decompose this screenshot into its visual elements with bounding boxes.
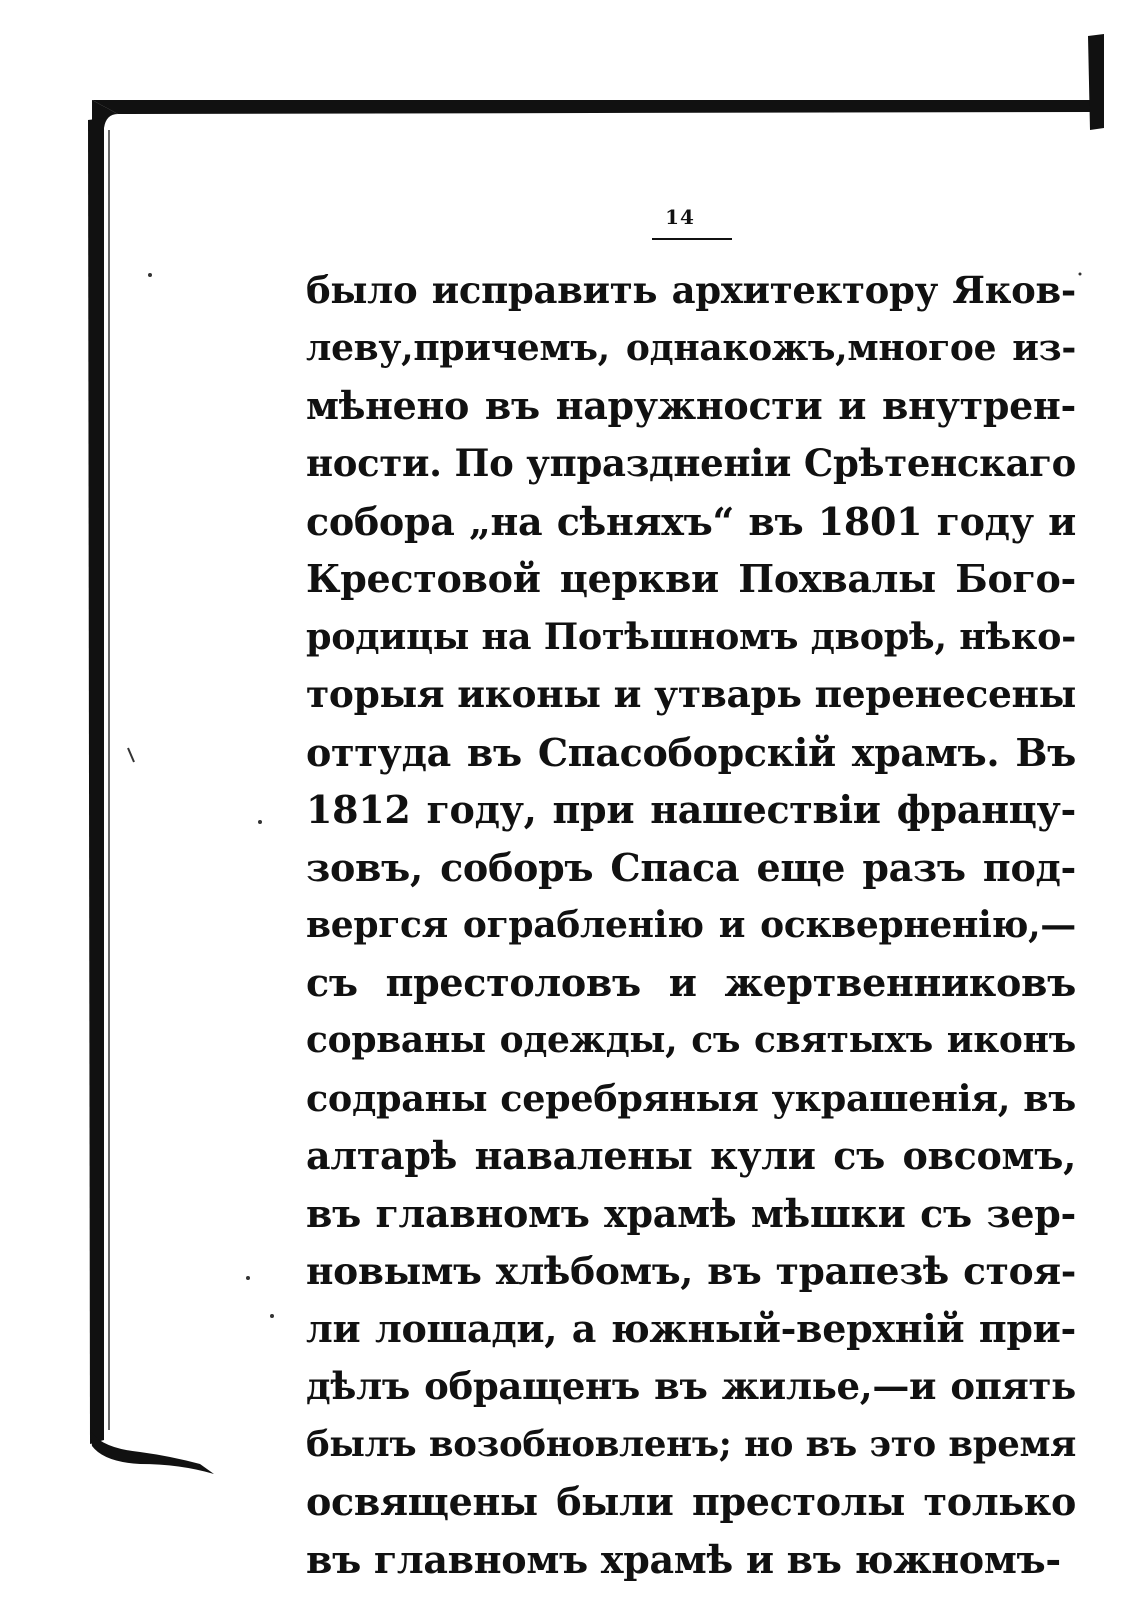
text-line: зовъ, соборъ Спаса еще разъ под- (306, 844, 1076, 890)
text-line: въ главномъ храмѣ и въ южномъ- (306, 1537, 1061, 1583)
text-line: мѣнено въ наружности и внутрен- (306, 383, 1076, 429)
text-line: новымъ хлѣбомъ, въ трапезѣ стоя- (306, 1248, 1076, 1293)
scan-speck (246, 1276, 250, 1280)
text-line: сорваны одежды, съ святыхъ иконъ (306, 1018, 1076, 1061)
text-line: собора „на сѣняхъ“ въ 1801 году и (306, 498, 1076, 544)
text-line: родицы на Потѣшномъ дворѣ, нѣко- (306, 615, 1076, 659)
text-line: былъ возобновленъ; но въ это время (306, 1423, 1076, 1465)
scan-mark (128, 748, 134, 762)
text-line: ли лошади, а южный-верхній при- (306, 1306, 1076, 1352)
scan-speck (270, 1314, 274, 1318)
scan-speck (258, 820, 262, 824)
text-line: въ главномъ храмѣ мѣшки съ зер- (306, 1191, 1076, 1236)
page-number-underline (652, 238, 732, 240)
text-line: было исправить архитектору Яков- (306, 268, 1076, 312)
page-number: 14 (665, 205, 695, 229)
scan-speck (1079, 273, 1082, 276)
text-line: леву,причемъ, однакожъ,многое из- (306, 326, 1076, 369)
text-line: торыя иконы и утварь перенесены (306, 671, 1076, 716)
frame-bottom-left-swoosh (90, 1430, 214, 1474)
text-line: алтарѣ навалены кули съ овсомъ, (306, 1133, 1076, 1179)
frame-right-edge (1088, 34, 1104, 130)
text-line: съ престоловъ и жертвенниковъ (306, 960, 1076, 1006)
body-text (306, 262, 1076, 1589)
text-line: оттуда въ Спасоборскій храмъ. Въ (306, 729, 1076, 775)
frame-top-edge (92, 100, 1090, 114)
text-line: дѣлъ обращенъ въ жилье,—и опять (306, 1364, 1076, 1409)
text-line: освящены были престолы только (306, 1479, 1076, 1525)
text-line: вергся ограбленію и оскверненію,— (306, 903, 1076, 946)
text-line: 1812 году, при нашествіи францу- (306, 787, 1076, 833)
scan-speck (148, 273, 152, 277)
text-line: ности. По упраздненіи Срѣтенскаго (306, 441, 1076, 486)
text-line: содраны серебряныя украшенія, въ (306, 1076, 1076, 1120)
frame-left-inner-line (108, 130, 110, 1430)
text-line: Крестовой церкви Похвалы Бого- (306, 556, 1076, 602)
frame-left-edge (88, 118, 104, 1444)
